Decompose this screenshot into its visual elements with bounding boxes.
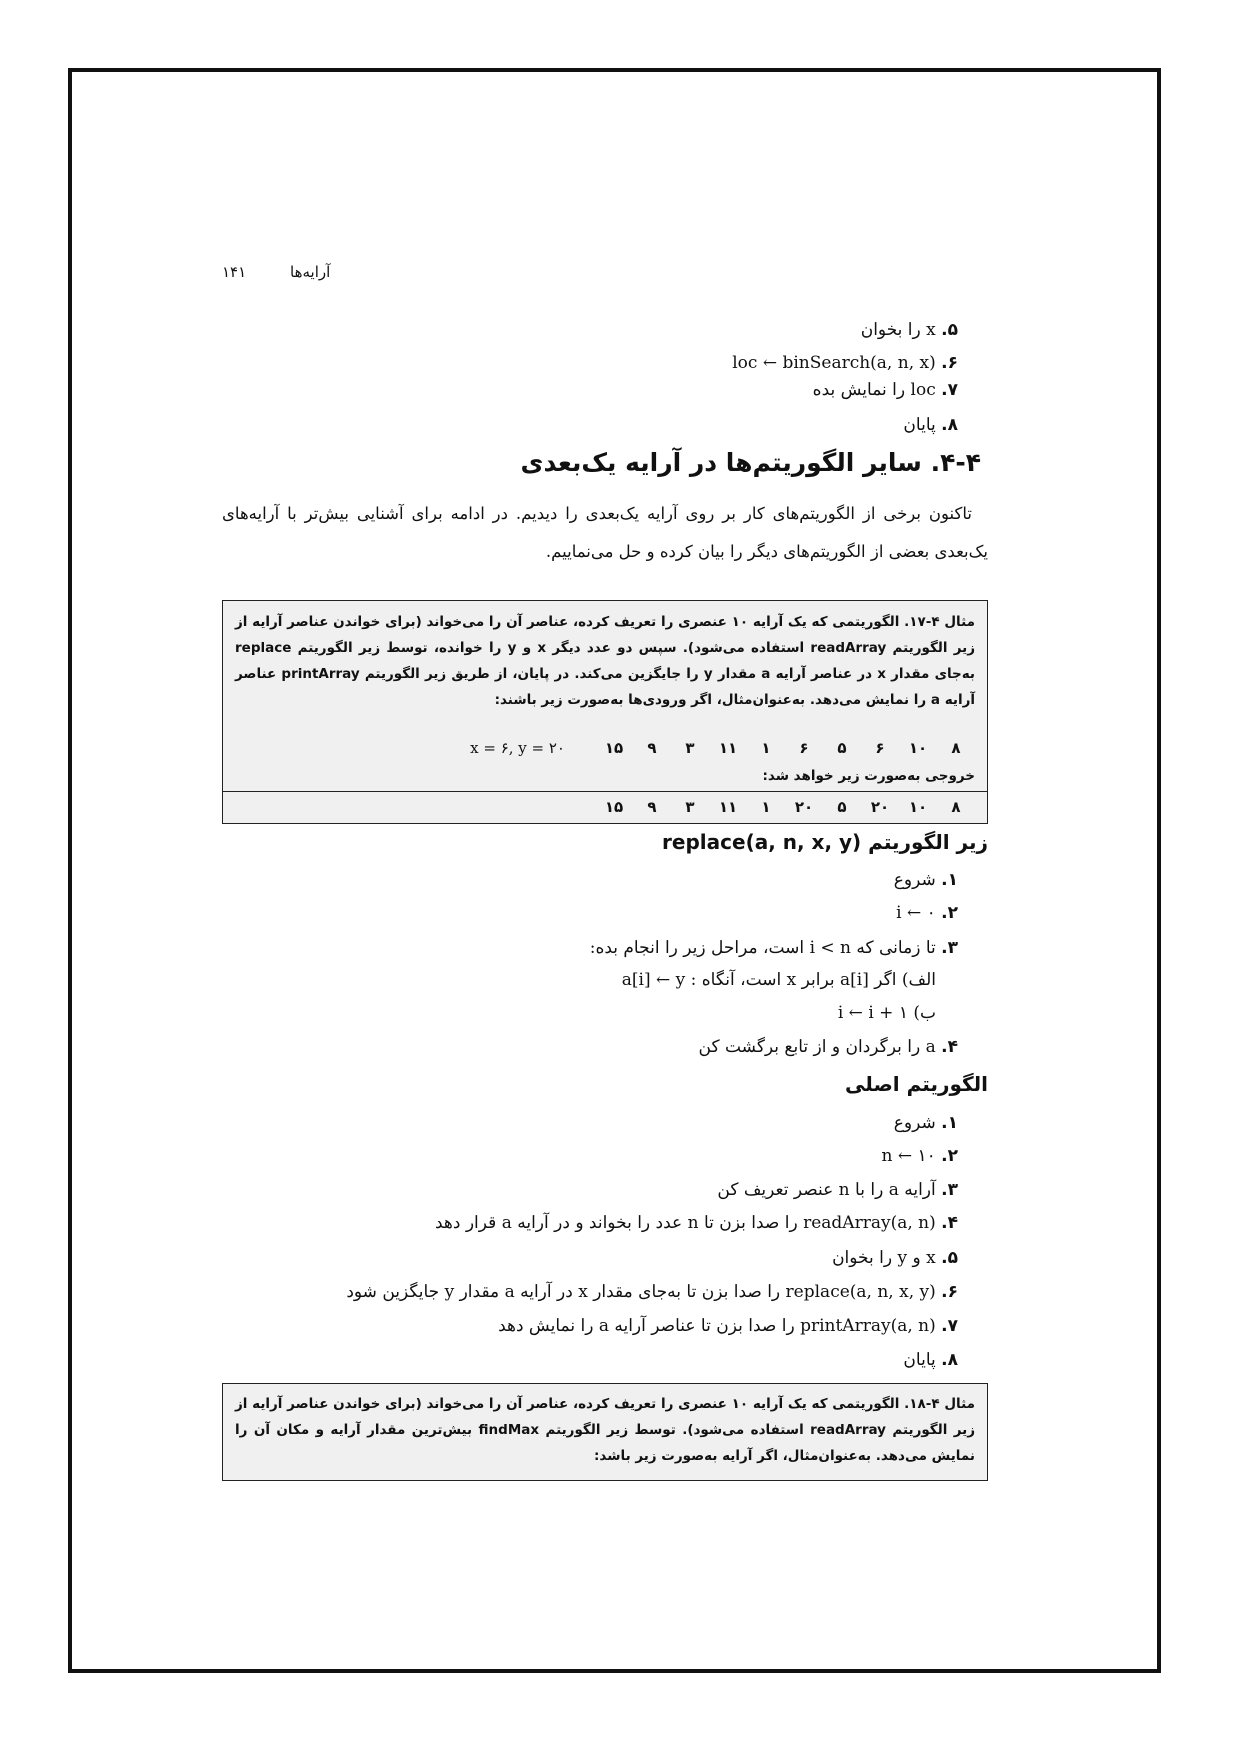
sub-algorithm-title: زیر الگوریتم replace(a, n, x, y) xyxy=(662,830,988,854)
step-text: شروع xyxy=(893,1113,936,1133)
main-step-2 xyxy=(881,1146,958,1166)
input-xy: x = ۶, y = ۲۰ xyxy=(470,739,565,757)
step-text: الف) اگر a[i] برابر x است، آنگاه : a[i] ← y xyxy=(621,970,936,990)
input-value: ۵ xyxy=(837,739,847,757)
input-value: ۶ xyxy=(875,739,885,757)
step-text: x و y را بخوان xyxy=(832,1248,936,1268)
step-number: ۴. xyxy=(941,1037,958,1057)
step-text: n ← ۱۰ xyxy=(881,1146,936,1166)
step-number: ۴. xyxy=(941,1213,958,1233)
sub-step-3a xyxy=(622,970,936,990)
main-step-3 xyxy=(717,1180,958,1200)
step-text: x را بخوان xyxy=(860,320,936,340)
main-step-7 xyxy=(498,1316,958,1336)
input-value: ۸ xyxy=(951,739,961,757)
step-number: ۲. xyxy=(941,903,958,923)
section-paragraph: تاکنون برخی از الگوریتم‌های کار بر روی آرایه یک‌بعدی را دیدیم. در ادامه برای آشنایی بیش‌تر با آرایه‌های یک‌بعدی بعضی از الگوریتم‌های دیگر را بیان کرده و حل می‌نماییم. xyxy=(222,504,988,561)
step-text: readArray(a, n) را صدا بزن تا n عدد را بخواند و در آرایه a قرار دهد xyxy=(434,1213,936,1233)
divider xyxy=(223,791,987,792)
step-number: ۶. xyxy=(941,353,958,373)
step-number: ۷. xyxy=(941,380,958,400)
input-value: ۳ xyxy=(685,739,695,757)
step-a-8 xyxy=(903,415,958,435)
input-value: ۱۰ xyxy=(908,739,928,757)
main-step-6 xyxy=(346,1282,958,1302)
example-17-text: مثال ۴-۱۷. الگوریتمی که یک آرایه ۱۰ عنصری را تعریف کرده، عناصر آن را می‌خواند (برای خواندن عناصر آرایه از زیر الگوریتم readArray استفاده می‌شود). سپس دو عدد دیگر x و y را خوانده، توسط زیر الگوریتم replace به‌جای مقدار x در عناصر آرایه a مقدار y را جایگزین می‌کند. در پایان، از طریق زیر الگوریتم printArray عناصر آرایه a را نمایش می‌دهد. به‌عنوان‌مثال، اگر ورودی‌ها به‌صورت زیر باشند: xyxy=(235,614,976,708)
example-17-output-row xyxy=(235,794,975,820)
chapter-title: آرایه‌ها xyxy=(290,263,331,281)
section-heading: ۴-۴. سایر الگوریتم‌ها در آرایه یک‌بعدی xyxy=(520,448,981,477)
main-step-8 xyxy=(903,1350,958,1370)
step-number: ۳. xyxy=(941,938,958,958)
step-number: ۶. xyxy=(941,1282,958,1302)
step-text: پایان xyxy=(903,415,936,435)
main-step-4 xyxy=(435,1213,958,1233)
page-number: ۱۴۱ xyxy=(222,263,247,281)
output-value: ۳ xyxy=(685,798,695,816)
step-text: loc را نمایش بده xyxy=(812,380,936,400)
step-text: آرایه a را با n عنصر تعریف کن xyxy=(717,1180,936,1200)
output-value: ۱ xyxy=(761,798,771,816)
output-value: ۱۱ xyxy=(718,798,738,816)
step-number: ۳. xyxy=(941,1180,958,1200)
input-value: ۶ xyxy=(799,739,809,757)
step-number: ۲. xyxy=(941,1146,958,1166)
step-a-7 xyxy=(813,380,958,400)
step-number: ۸. xyxy=(941,415,958,435)
output-value: ۲۰ xyxy=(870,798,890,816)
step-text: شروع xyxy=(893,870,936,890)
main-step-1 xyxy=(894,1113,958,1133)
step-number: ۵. xyxy=(941,1248,958,1268)
sub-step-2 xyxy=(896,903,958,923)
main-step-5 xyxy=(832,1248,958,1268)
step-number: ۸. xyxy=(941,1350,958,1370)
step-text: printArray(a, n) را صدا بزن تا عناصر آرایه a را نمایش دهد xyxy=(498,1316,936,1336)
step-text: replace(a, n, x, y) را صدا بزن تا به‌جای مقدار x در آرایه a مقدار y جایگزین شود xyxy=(346,1282,936,1302)
input-value: ۱۵ xyxy=(604,739,624,757)
step-text: ب) i ← i + ۱ xyxy=(837,1003,936,1023)
example-18-text: مثال ۴-۱۸. الگوریتمی که یک آرایه ۱۰ عنصری را تعریف کرده، عناصر آن را می‌خواند (برای خواندن عناصر آرایه از زیر الگوریتم readArray استفاده می‌شود). توسط زیر الگوریتم findMax بیش‌ترین مقدار آرایه و مکان آن را نمایش می‌دهد. به‌عنوان‌مثال، اگر آرایه به‌صورت زیر باشد: xyxy=(235,1396,976,1464)
step-text: i ← ۰ xyxy=(896,903,936,923)
step-number: ۱. xyxy=(941,1113,958,1133)
output-value: ۹ xyxy=(647,798,657,816)
input-value: ۱۱ xyxy=(718,739,738,757)
example-17-output-label: خروجی به‌صورت زیر خواهد شد: xyxy=(762,768,975,784)
sub-step-1 xyxy=(894,870,958,890)
output-value: ۱۰ xyxy=(908,798,928,816)
sub-step-3 xyxy=(590,938,958,958)
step-text: تا زمانی که i < n است، مراحل زیر را انجام بده: xyxy=(589,938,936,958)
output-value: ۱۵ xyxy=(604,798,624,816)
output-value: ۲۰ xyxy=(794,798,814,816)
sub-step-3b xyxy=(838,1003,936,1023)
step-a-6 xyxy=(732,353,958,373)
step-number: ۵. xyxy=(941,320,958,340)
step-text: loc ← binSearch(a, n, x) xyxy=(732,353,936,373)
step-a-5 xyxy=(861,320,958,340)
example-18-box xyxy=(222,1383,988,1481)
input-value: ۱ xyxy=(761,739,771,757)
output-value: ۵ xyxy=(837,798,847,816)
step-number: ۷. xyxy=(941,1316,958,1336)
step-number: ۱. xyxy=(941,870,958,890)
main-algorithm-title: الگوریتم اصلی xyxy=(845,1072,988,1096)
step-text: پایان xyxy=(903,1350,936,1370)
input-value: ۹ xyxy=(647,739,657,757)
example-17-input-row xyxy=(235,735,975,761)
step-text: a را برگردان و از تابع برگشت کن xyxy=(698,1037,936,1057)
sub-step-4 xyxy=(699,1037,958,1057)
output-value: ۸ xyxy=(951,798,961,816)
example-17-box xyxy=(222,600,988,824)
